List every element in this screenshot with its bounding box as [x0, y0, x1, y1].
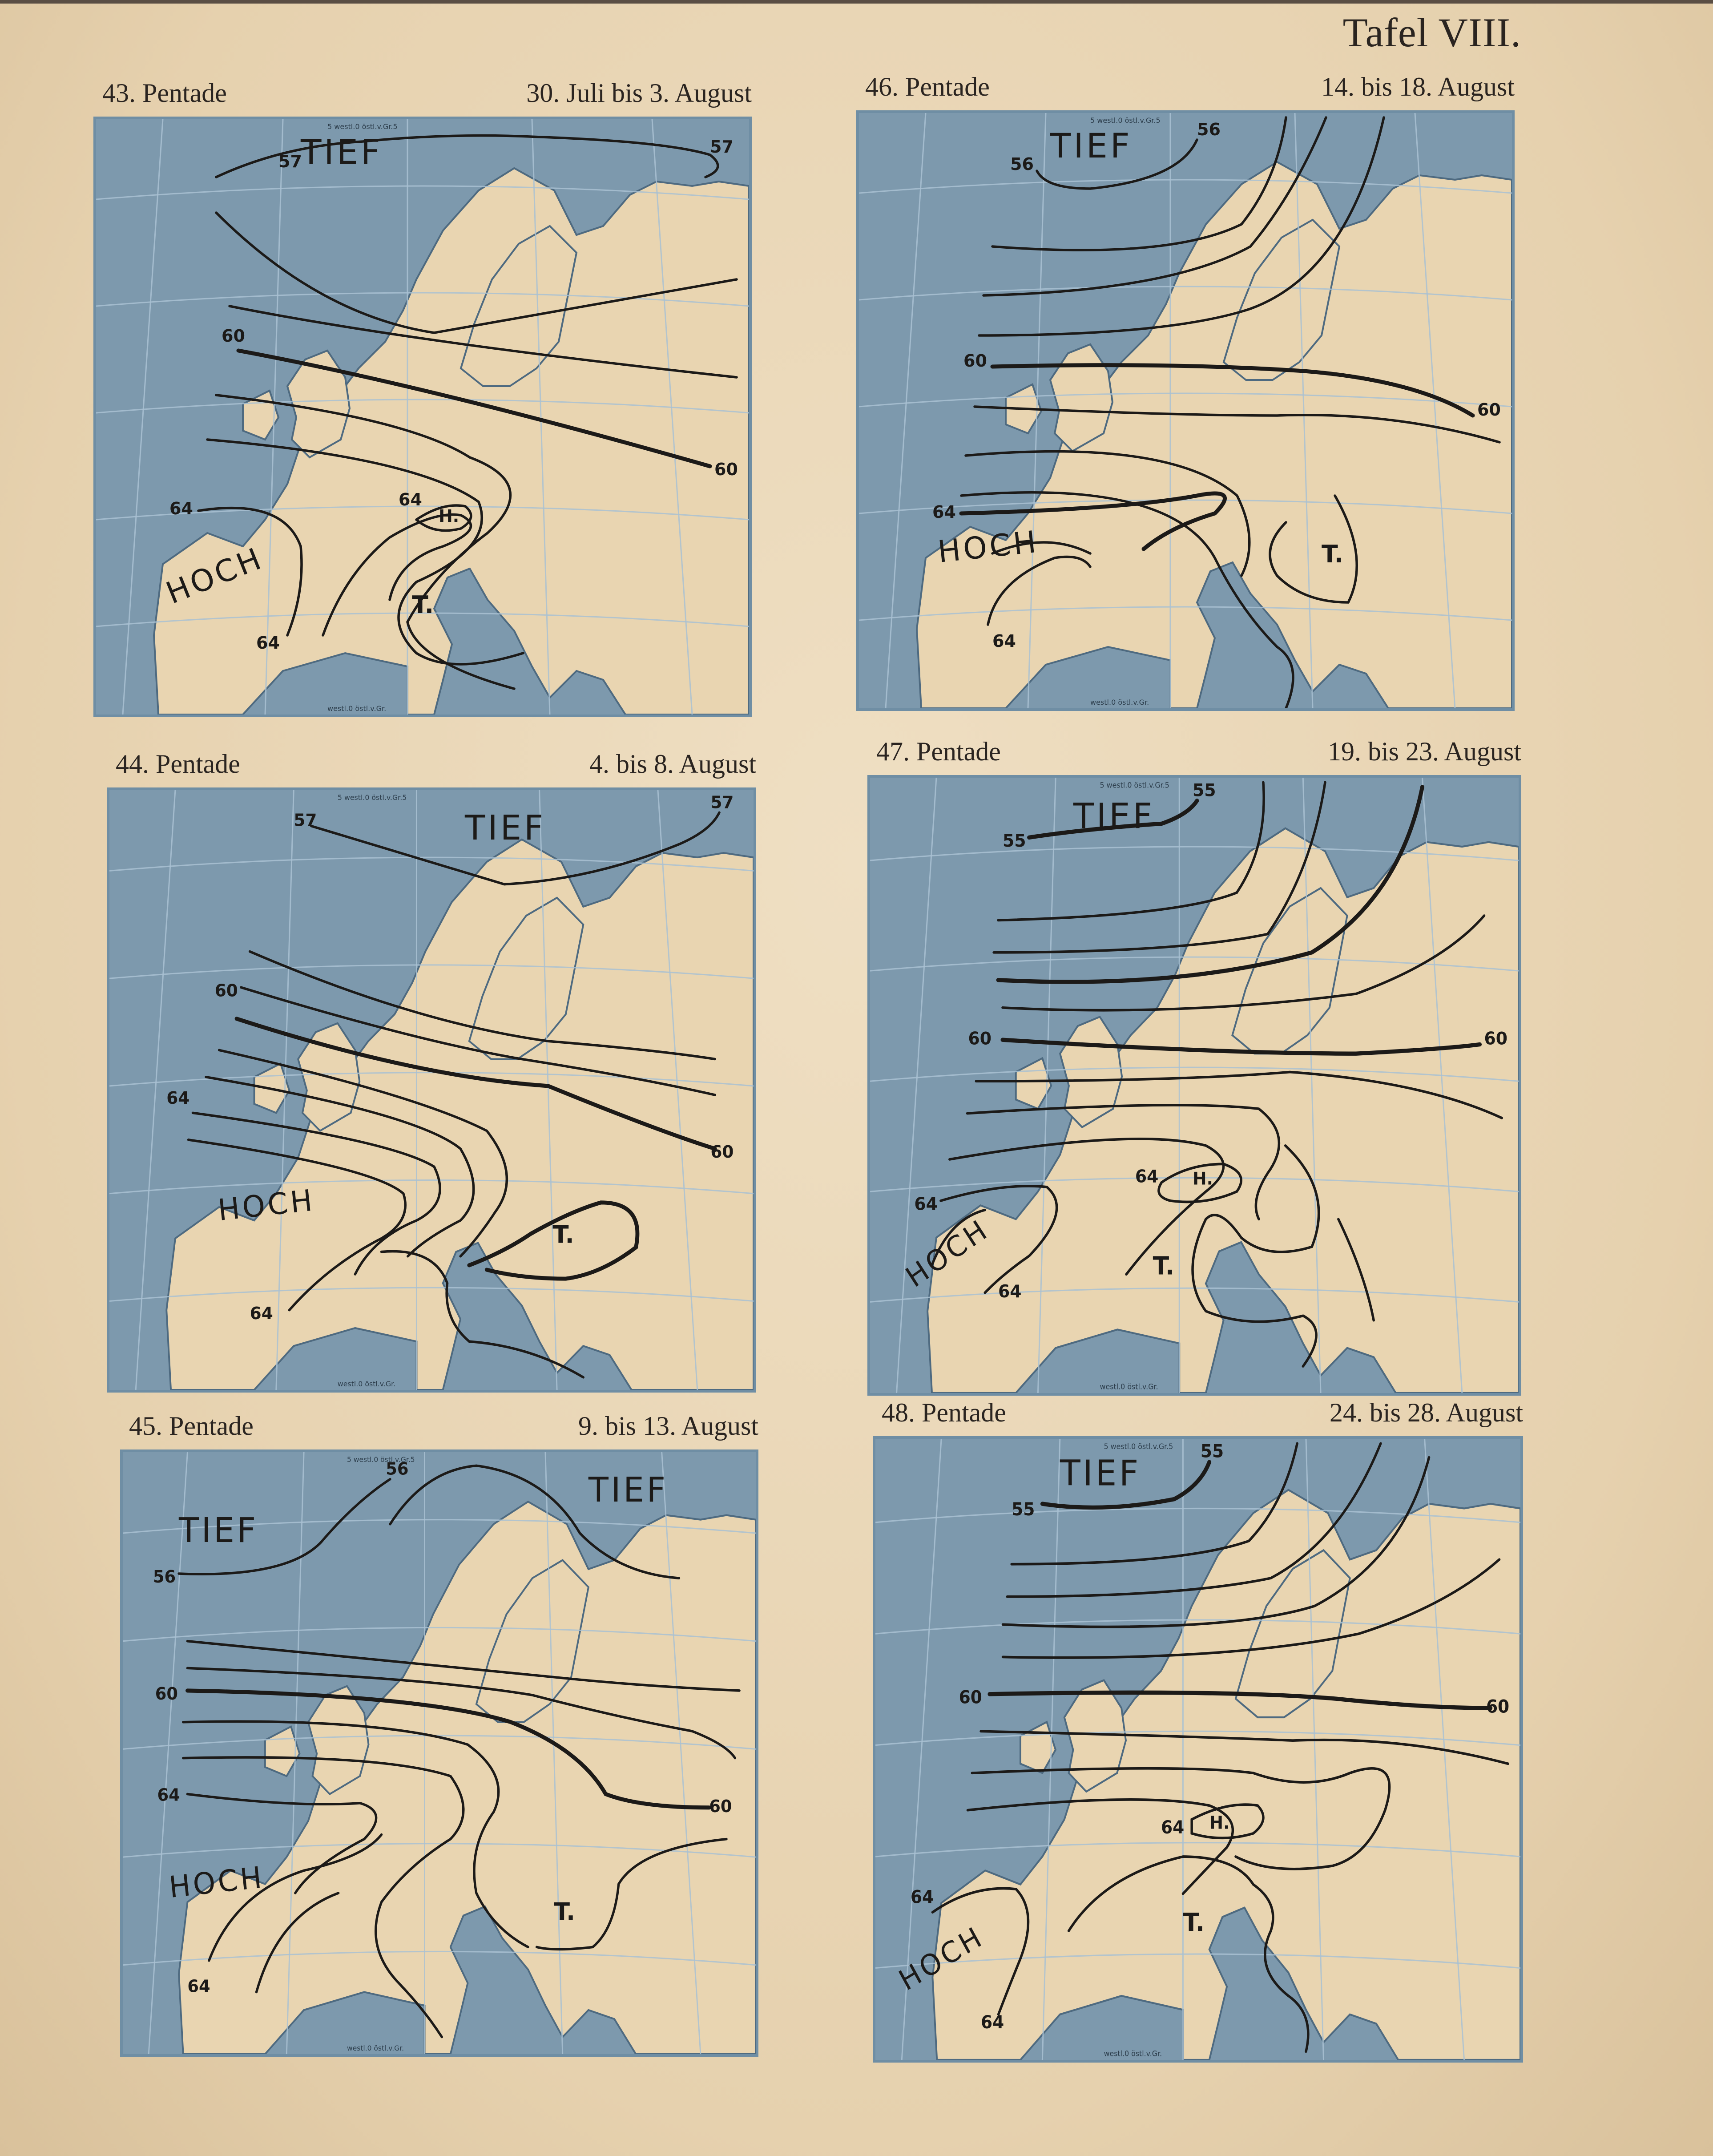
panel-title: 45. Pentade [129, 1411, 254, 1441]
low-pressure-label-east: TIEF [588, 1470, 668, 1510]
panel-dates: 14. bis 18. August [1321, 72, 1515, 101]
longitude-scale-top: 5 westl.0 östl.v.Gr.5 [327, 122, 398, 131]
low-pressure-label: TIEF [464, 808, 546, 848]
isobar-value-label: 64 [914, 1194, 938, 1215]
page-top-edge [0, 0, 1713, 4]
longitude-scale-top: 5 westl.0 östl.v.Gr.5 [1104, 1442, 1173, 1451]
high-center-marker: H. [1193, 1169, 1213, 1189]
isobar-value-label: 64 [932, 502, 956, 522]
low-center-marker: T. [412, 591, 434, 619]
longitude-scale-top: 5 westl.0 östl.v.Gr.5 [1100, 781, 1169, 790]
isobar-value-label: 60 [214, 981, 238, 1001]
low-pressure-label: TIEF [1050, 126, 1133, 166]
panel-title: 43. Pentade [102, 78, 227, 108]
low-pressure-label-west: TIEF [179, 1510, 258, 1550]
longitude-scale-bottom: westl.0 östl.v.Gr. [1090, 698, 1149, 707]
panel-dates: 30. Juli bis 3. August [526, 78, 752, 108]
isobar-value-label: 60 [968, 1028, 992, 1049]
pressure-map [123, 1452, 756, 2054]
panel-title: 46. Pentade [865, 72, 990, 101]
map-panel-43 [93, 78, 752, 717]
low-center-marker: T. [554, 1897, 575, 1926]
longitude-scale-bottom: westl.0 östl.v.Gr. [327, 704, 387, 713]
map-panel-46 [856, 72, 1515, 711]
panel-dates: 9. bis 13. August [578, 1411, 758, 1441]
pressure-map [859, 113, 1512, 708]
low-pressure-label: TIEF [1060, 1453, 1141, 1494]
pressure-map [875, 1439, 1520, 2060]
isobar-value-label: 57 [294, 810, 317, 830]
low-center-marker: T. [1183, 1907, 1205, 1937]
isobar-value-label: 64 [157, 1785, 180, 1805]
isobar-value-label: 60 [1477, 400, 1501, 420]
isobar-value-label: 56 [153, 1567, 176, 1587]
high-center-marker: H. [1209, 1813, 1230, 1833]
isobar-value-label: 64 [399, 490, 422, 509]
isobar-value-label: 64 [998, 1281, 1022, 1302]
high-pressure-label: HOCH [893, 1919, 989, 1997]
panel-title: 44. Pentade [116, 749, 240, 779]
low-pressure-label: TIEF [1073, 796, 1155, 837]
high-pressure-label: HOCH [900, 1212, 995, 1294]
high-center-marker: H. [439, 506, 459, 526]
isobar-value-label: 64 [1135, 1166, 1159, 1187]
isobar-value-label: 60 [959, 1687, 982, 1708]
map-panel-44 [107, 749, 756, 1393]
panel-dates: 4. bis 8. August [589, 749, 756, 779]
longitude-scale-top: 5 westl.0 östl.v.Gr.5 [337, 793, 407, 802]
panel-title: 47. Pentade [876, 737, 1001, 766]
panel-dates: 24. bis 28. August [1329, 1398, 1523, 1427]
map-panel-48 [873, 1398, 1523, 2063]
isobar-value-label: 57 [710, 137, 734, 157]
plate-title: Tafel VIII. [1342, 10, 1521, 55]
isobar-value-label: 60 [1484, 1028, 1508, 1049]
high-pressure-label: HOCH [167, 1860, 266, 1905]
isobar-value-label: 56 [1197, 120, 1221, 139]
high-pressure-label: HOCH [936, 524, 1040, 570]
isobar-value-label: 64 [1161, 1817, 1185, 1838]
pressure-map [109, 790, 754, 1390]
longitude-scale-top: 5 westl.0 östl.v.Gr.5 [347, 1455, 415, 1464]
low-pressure-label: TIEF [301, 132, 383, 172]
high-pressure-label: HOCH [161, 541, 269, 611]
longitude-scale-bottom: westl.0 östl.v.Gr. [337, 1379, 396, 1388]
longitude-scale-bottom: westl.0 östl.v.Gr. [1100, 1382, 1158, 1391]
isobar-value-label: 64 [992, 631, 1016, 651]
pressure-map [96, 119, 749, 715]
panel-title: 48. Pentade [882, 1398, 1006, 1427]
isobar-value-label: 60 [714, 460, 738, 479]
low-center-marker: T. [1153, 1251, 1175, 1280]
isobar-value-label: 60 [222, 326, 245, 346]
isobar-value-label: 56 [386, 1458, 409, 1479]
longitude-scale-bottom: westl.0 östl.v.Gr. [347, 2043, 404, 2052]
isobar-value-label: 60 [710, 1142, 734, 1162]
map-panel-45 [120, 1411, 758, 2057]
isobar-value-label: 57 [710, 792, 734, 812]
isobar-value-label: 64 [911, 1887, 934, 1908]
longitude-scale-bottom: westl.0 östl.v.Gr. [1104, 2049, 1162, 2058]
pressure-map [870, 778, 1519, 1393]
isobar-value-label: 57 [278, 152, 302, 171]
isobar-value-label: 64 [187, 1976, 210, 1996]
panel-dates: 19. bis 23. August [1327, 737, 1521, 766]
longitude-scale-top: 5 westl.0 östl.v.Gr.5 [1090, 116, 1161, 125]
isobar-value-label: 64 [981, 2012, 1004, 2033]
isobar-value-label: 60 [709, 1796, 732, 1817]
isobar-value-label: 55 [1200, 1441, 1224, 1462]
isobar-value-label: 56 [1010, 154, 1034, 174]
isobar-value-label: 55 [1002, 831, 1026, 852]
isobar-value-label: 64 [256, 633, 280, 653]
low-center-marker: T. [552, 1220, 574, 1249]
high-pressure-label: HOCH [216, 1183, 317, 1228]
isobar-value-label: 64 [169, 499, 193, 518]
isobar-value-label: 60 [155, 1684, 178, 1704]
isobar-value-label: 55 [1012, 1499, 1035, 1520]
low-center-marker: T. [1322, 540, 1344, 568]
isobar-value-label: 60 [963, 351, 987, 371]
isobar-value-label: 64 [250, 1303, 273, 1323]
isobar-value-label: 64 [166, 1088, 190, 1108]
isobar-value-label: 55 [1193, 780, 1216, 801]
isobar-value-label: 60 [1486, 1696, 1510, 1717]
map-panel-47 [867, 737, 1521, 1396]
